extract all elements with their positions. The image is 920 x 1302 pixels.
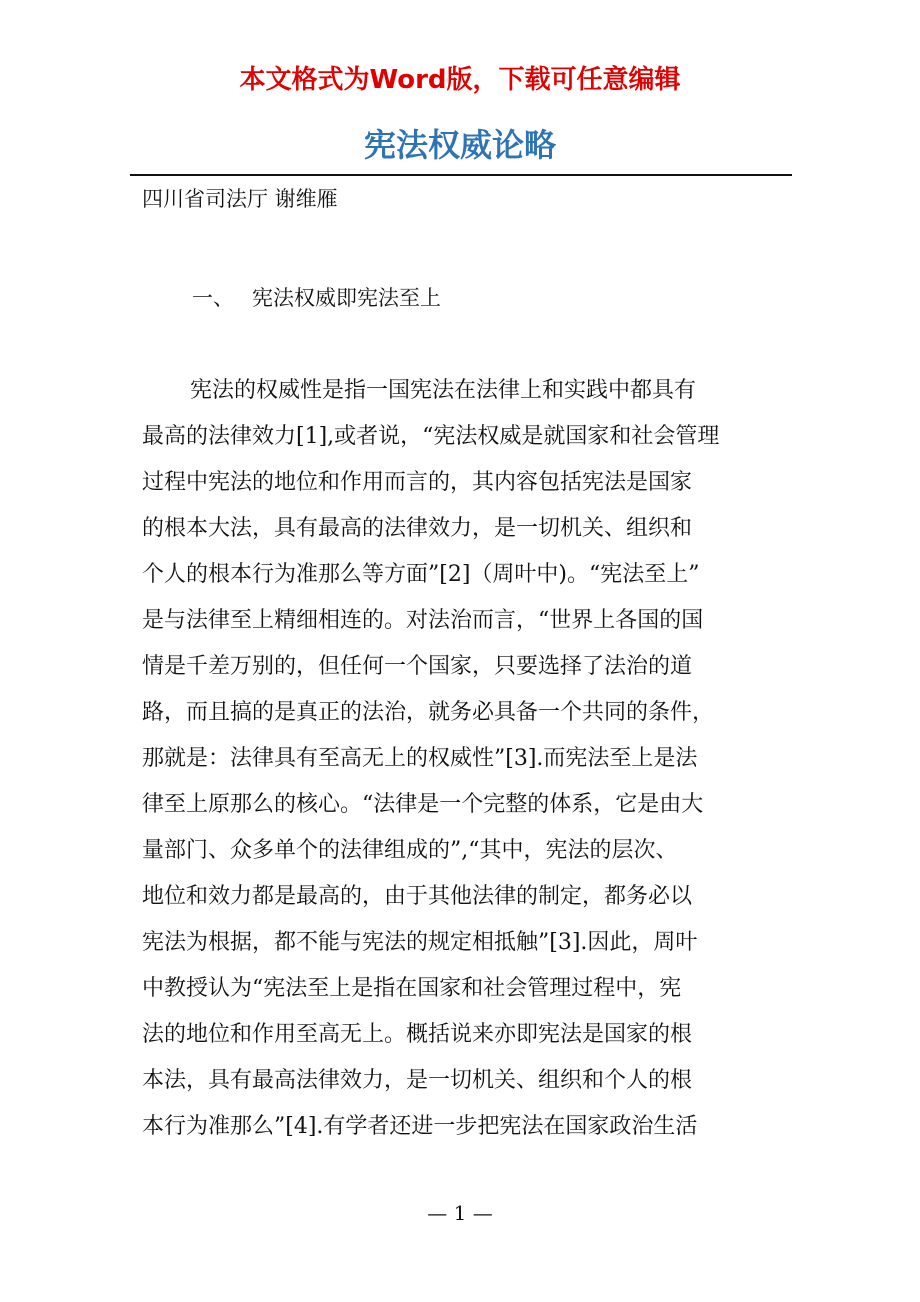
body-line: 中教授认为“宪法至上是指在国家和社会管理过程中，宪 (142, 976, 682, 1001)
body-line: 量部门、众多单个的法律组成的”,“其中，宪法的层次、 (142, 838, 678, 863)
body-paragraph (142, 368, 782, 1150)
body-line: 情是千差万别的，但任何一个国家，只要选择了法治的道 (142, 654, 693, 679)
body-line: 法的地位和作用至高无上。概括说来亦即宪法是国家的根 (142, 1022, 693, 1047)
body-line: 宪法为根据，都不能与宪法的规定相抵触”[3].因此，周叶 (142, 930, 698, 955)
body-line: 本行为准那么”[4].有学者还进一步把宪法在国家政治生活 (142, 1114, 698, 1139)
section-heading-text: 宪法权威即宪法至上 (252, 286, 441, 310)
author-line: 四川省司法厅 谢维雁 (142, 187, 338, 211)
document-title: 宪法权威论略 (363, 126, 556, 164)
page-number: — 1 — (427, 1201, 493, 1225)
title-divider (130, 174, 792, 176)
body-line: 那就是：法律具有至高无上的权威性”[3].而宪法至上是法 (142, 746, 698, 771)
format-notice-banner: 本文格式为Word版，下载可任意编辑 (239, 65, 681, 95)
section-number: 一、 (192, 286, 234, 310)
section-heading (192, 283, 441, 313)
body-line: 本法，具有最高法律效力，是一切机关、组织和个人的根 (142, 1068, 693, 1093)
body-line: 最高的法律效力[1],或者说，“宪法权威是就国家和社会管理 (142, 424, 720, 449)
body-line: 的根本大法，具有最高的法律效力，是一切机关、组织和 (142, 516, 693, 541)
body-line: 过程中宪法的地位和作用而言的，其内容包括宪法是国家 (142, 470, 693, 495)
body-line: 宪法的权威性是指一国宪法在法律上和实践中都具有 (190, 378, 697, 403)
body-line: 个人的根本行为准那么等方面”[2]（周叶中)。“宪法至上” (142, 562, 700, 587)
body-line: 地位和效力都是最高的，由于其他法律的制定，都务必以 (142, 884, 693, 909)
body-line: 路，而且搞的是真正的法治，就务必具备一个共同的条件， (142, 700, 715, 725)
body-line: 律至上原那么的核心。“法律是一个完整的体系，它是由大 (142, 792, 704, 817)
body-line: 是与法律至上精细相连的。对法治而言，“世界上各国的国 (142, 608, 704, 633)
